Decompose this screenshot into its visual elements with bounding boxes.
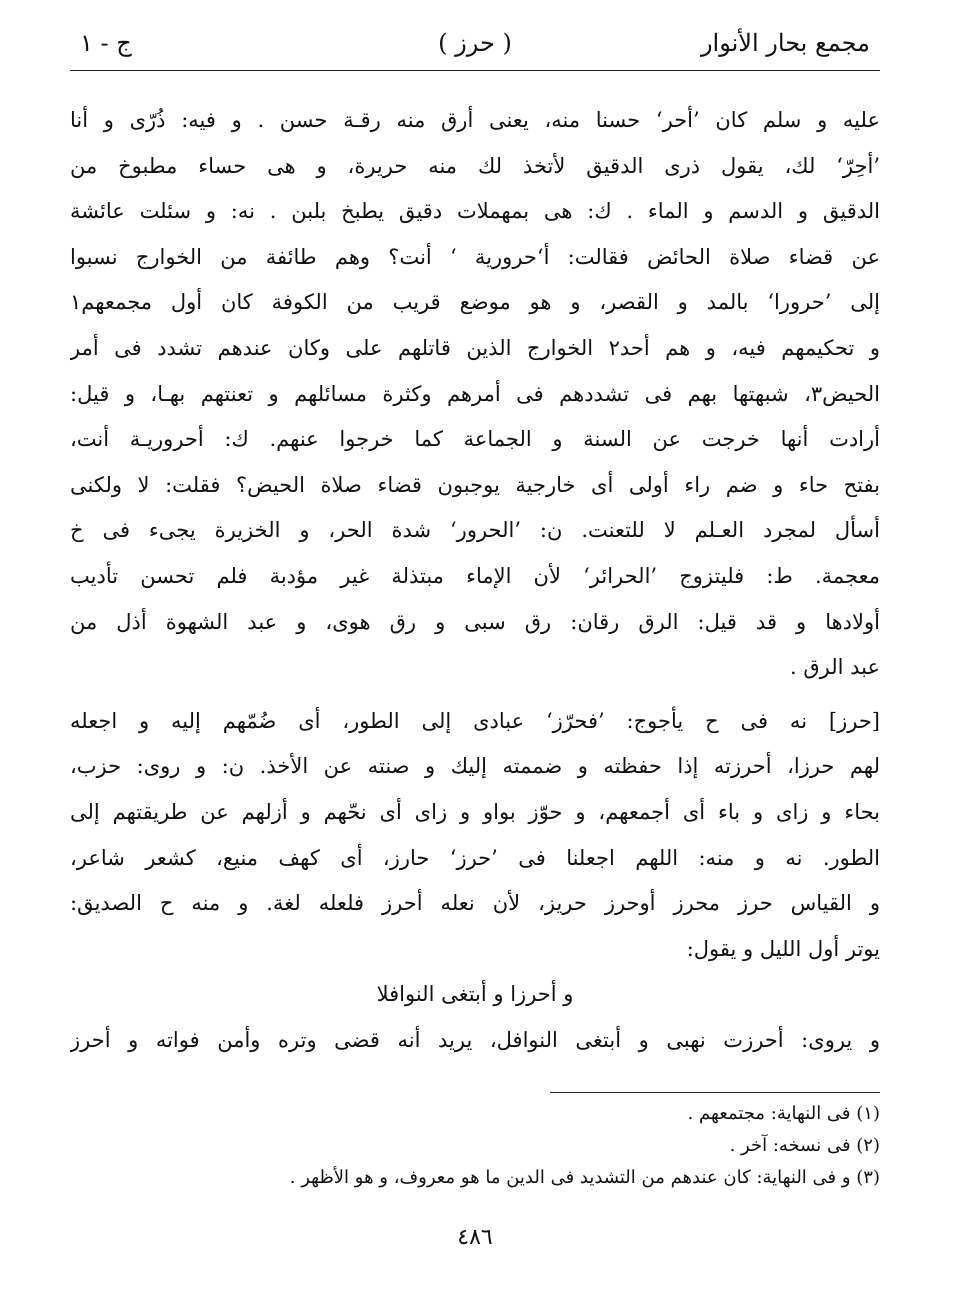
footnote-rule <box>550 1092 880 1093</box>
text-line: الدقيق و الدسم و الماء . ك: هى بمهملات دقيق يطبخ بلبن . نه: و سئلت عائشة <box>70 199 880 224</box>
text-line: إلى ’حرورا‘ بالمد و القصر، و هو موضع قريب من الكوفة كان أول مجمعهم١ <box>70 290 880 315</box>
text-line: الطور. نه و منه: اللهم اجعلنا فى ’حرز‘ حارز، أى كهف منيع، كشعر شاعر، <box>70 845 880 870</box>
verse-line: و أحرزا و أبتغى النوافلا <box>376 982 574 1007</box>
text-line: و يروى: أحرزت نهبى و أبتغى النوافل، يريد أنه قضى وتره وأمن فواته و أحرز <box>70 1027 880 1052</box>
footnote: (١) فى النهاية: مجتمعهم . <box>687 1103 880 1124</box>
footnote: (٢) فى نسخه: آخر . <box>729 1135 880 1156</box>
text-line: [حرز] نه فى ح يأجوج: ’فحرّز‘ عبادى إلى الطور، أى ضُمّهم إليه و اجعله <box>70 708 880 733</box>
text-line: يوتر أول الليل و يقول: <box>686 936 880 961</box>
text-line: أولادها و قد قيل: الرق رقان: رق سبى و رق هوى، و عبد الشهوة أذل من <box>70 609 880 634</box>
paragraph-gap <box>70 691 880 699</box>
page-number: ٤٨٦ <box>457 1225 493 1250</box>
text-line: عليه و سلم كان ’أحر‘ حسنا منه، يعنى أرق منه رقـة حسن . و فيه: ذُرّى و أنا <box>70 108 880 132</box>
text-line: أرادت أنها خرجت عن السنة و الجماعة كما خرجوا عنهم. ك: أحروريـة أنت، <box>70 427 880 452</box>
page <box>70 20 880 1270</box>
text-line: الحيض٣، شبهتها بهم فى تشددهم فى أمرهم وكثرة مسائلهم و تعنتهم بهـا، و قيل: <box>70 381 880 406</box>
text-line: و القياس حرز محرز أوحرز حريز، لأن نعله أحرز فلعله لغة. و منه ح الصديق: <box>70 891 880 916</box>
text-line: معجمة. ط: فليتزوج ’الحرائر‘ لأن الإماء مبتذلة غير مؤدبة فلم تحسن تأديب <box>70 563 880 588</box>
text-line: و تحكيمهم فيه، و هم أحد٢ الخوارج الذين قاتلهم على وكان عندهم تشدد فى أمر <box>70 335 880 360</box>
entry-title: ( حرز ) <box>438 29 512 57</box>
volume-number: ج - ١ <box>80 29 132 57</box>
text-line: عبد الرق . <box>789 655 880 680</box>
text-line: بفتح حاء و ضم راء أولى أى خارجية يوجبون قضاء صلاة الحيض؟ فقلت: لا ولكنى <box>70 472 880 497</box>
text-line: بحاء و زاى و باء أى أجمعهم، و حوّز بواو و زاى أى نحّهم و أزلهم عن طريقتهم إلى <box>70 799 880 824</box>
text-line: أسأل لمجرد العـلم لا للتعنت. ن: ’الحرور‘ شدة الحر، و الخزيرة يجىء فى خ <box>70 518 880 543</box>
book-title: مجمع بحار الأنوار <box>700 29 870 57</box>
text-line: لهم حرزا، أحرزته إذا حفظته و ضممته إليك و صنته عن الأخذ. ن: و روى: حزب، <box>70 754 880 779</box>
running-header <box>70 20 880 66</box>
footnote: (٣) و فى النهاية: كان عندهم من التشديد فى الدين ما هو معروف، و هو الأظهر . <box>289 1167 880 1188</box>
footnotes <box>70 1098 880 1194</box>
text-line: عن قضاء صلاة الحائض فقالت: أ‘حرورية ‘ أنت؟ وهم طائفة من الخوارج نسبوا <box>70 244 880 269</box>
header-rule <box>70 70 880 71</box>
text-line: ’أحِرّ‘ لك، يقول ذرى الدقيق لأتخذ لك منه حريرة، و هى حساء مطبوخ من <box>70 153 880 178</box>
body-text <box>70 98 880 1063</box>
